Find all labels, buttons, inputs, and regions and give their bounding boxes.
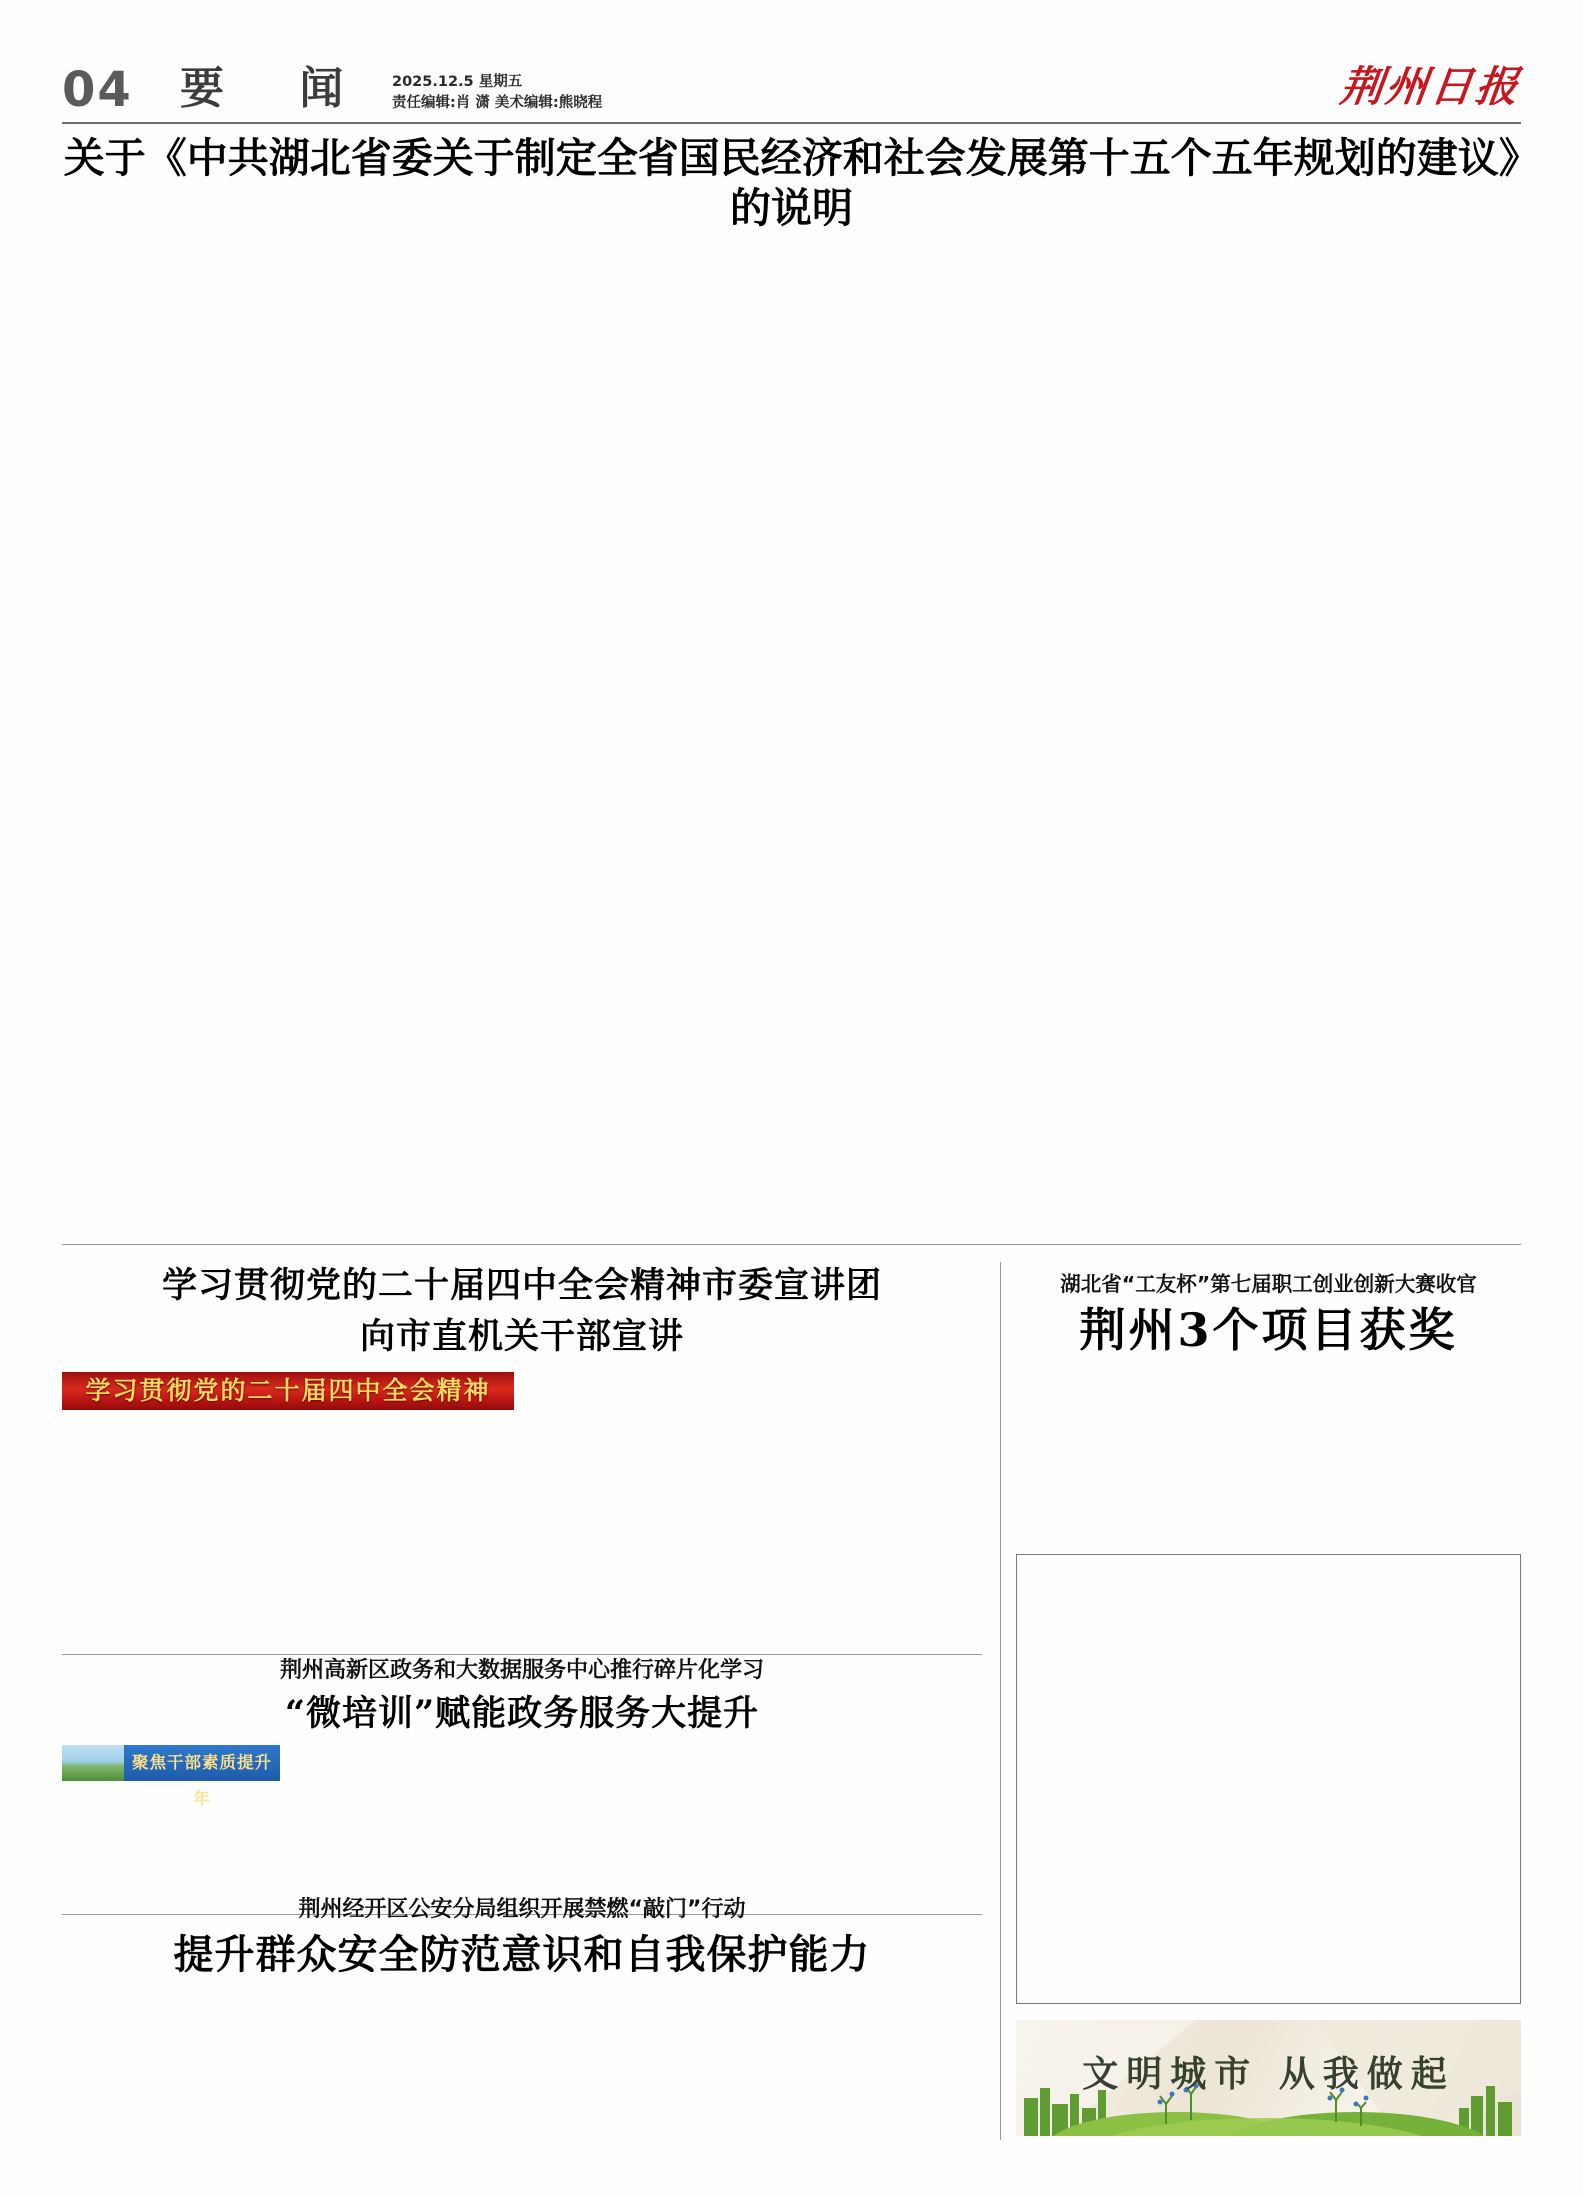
public-notices-box [1016,1554,1521,2004]
notices-left-column [1031,1565,1260,1993]
award-headline: 荆州3个项目获奖 [1079,1303,1458,1357]
focus-tag-row [62,1745,280,1808]
article2-headline-line1: 学习贯彻党的二十届四中全会精神市委宣讲团 [161,1265,882,1306]
focus-tag-label: 聚焦干部素质提升年 [124,1745,280,1781]
column-divider [1000,1262,1001,2140]
right-lower-block [1016,1262,1521,2136]
text-column [530,1745,749,1885]
main-article-body [62,200,1521,1208]
article2-headline-line2: 向市直机关干部宣讲 [359,1316,684,1357]
edition-meta [392,72,602,114]
text-column [763,1745,982,1885]
main-headline: 关于《中共湖北省委关于制定全省国民经济和社会发展第十五个五年规划的建议》的说明 [63,134,1520,232]
text-column [1277,1368,1522,1540]
award-kicker: 湖北省“工友杯”第七届职工创业创新大赛收官 [1060,1272,1477,1296]
section-divider [62,1244,1521,1245]
article3-headline: “微培训”赋能政务服务大提升 [284,1693,760,1734]
civilization-slogan: 文明城市 从我做起 [1082,2053,1455,2095]
page-number: 04 [62,62,133,118]
article2-body [62,1370,982,1646]
article4-kicker: 荆州经开区公安分局组织开展禁燃“敲门”行动 [298,1897,746,1922]
text-column [530,1370,749,1646]
article-weipeixun [62,1656,982,1885]
article4-headline: 提升群众安全防范意识和自我保护能力 [173,1931,871,1978]
article2-columns [62,1370,982,1646]
civilization-banner [1016,2020,1521,2136]
park-photo-thumbnail [62,1745,124,1781]
article-jinran [62,1895,982,2113]
section-name: 要 闻 [180,63,374,114]
text-column [62,1370,281,1646]
edition-date: 2025.12.5 星期五 [392,74,523,90]
text-column [296,1370,515,1646]
theme-banner: 学习贯彻党的二十届四中全会精神 [62,1372,514,1410]
text-column [1016,1368,1261,1540]
article3-body [62,1745,982,1885]
left-lower-block [62,1258,982,2113]
text-column [763,1989,982,2113]
text-column [763,1370,982,1646]
article-award [1016,1270,1521,1540]
text-column [296,1745,515,1885]
award-columns [1016,1368,1521,1540]
article3-kicker: 荆州高新区政务和大数据服务中心推行碎片化学习 [279,1658,764,1683]
editors-line: 责任编辑:肖 潇 美术编辑:熊晓程 [392,95,603,111]
article4-body [62,1989,982,2113]
masthead-logo: 荆州日报 [1337,62,1524,111]
page-header [62,48,1524,124]
text-column [296,1989,515,2113]
text-column [62,1989,281,2113]
article-xuanjiang [62,1262,982,1646]
notices-right-column [1278,1565,1507,1993]
text-column [530,1989,749,2113]
article4-columns [62,1989,982,2113]
